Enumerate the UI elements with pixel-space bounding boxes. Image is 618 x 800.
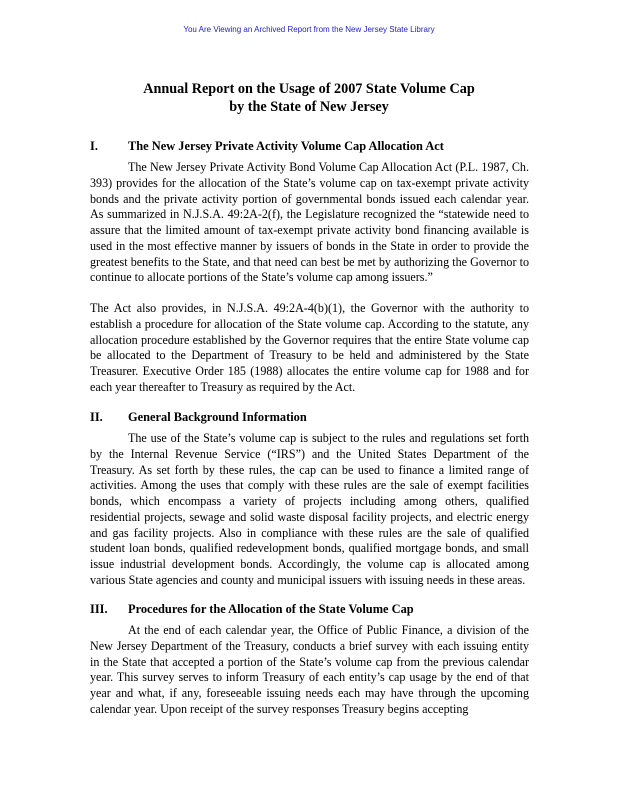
paragraph-text: At the end of each calendar year, the Office of Public Finance, a division of the New Jersey Department of the Treasury, conducts a brief survey with each issuing entity in the State that accepted a portion of the State’s volume cap from the previous calendar year. This survey serves to inform Treasury of each entity’s cap usage by the end of that year and what, if any, foreseeable issuing needs each may have through the upcoming calendar year. Upon receipt of the survey responses Treasury begins accepting [90, 623, 529, 716]
paragraph-text: The Act also provides, in N.J.S.A. 49:2A-4(b)(1), the Governor with the authority to establish a procedure for allocation of the State volume cap. According to the statute, any allocation procedure established by the Governor requires that the entire State volume cap be allocated to the Department of Treasury to be held and administered by the State Treasurer. Executive Order 185 (1988) allocates the entire volume cap for 1988 and for each year thereafter to Treasury as required by the Act. [90, 301, 529, 394]
paragraph-text: The use of the State’s volume cap is subject to the rules and regulations set forth by the Internal Revenue Service (“IRS”) and the United States Department of the Treasury. As set forth by these rules, the cap can be used to finance a limited range of activities. Among the uses that comply with these rules are the sale of exempt facilities bonds, which encompass a variety of projects including among others, qualified residential projects, sewage and solid waste disposal facility projects, and electric energy and gas facility projects. Also in compliance with these rules are the sale of qualified student loan bonds, qualified redevelopment bonds, qualified mortgage bonds, and small issue industrial development bonds. Accordingly, the volume cap is allocated among various State agencies and county and municipal issuers with issuing needs in these areas. [90, 431, 529, 587]
paragraph-text: The New Jersey Private Activity Bond Volume Cap Allocation Act (P.L. 1987, Ch. 393) provides for the allocation of the State’s volume cap on tax-exempt private activity bonds and the private activity portion of governmental bonds issued each calendar year. As summarized in N.J.S.A. 49:2A-2(f), the Legislature recognized the “statewide need to assure that the limited amount of tax-exempt private activity bond financing available is used in the most effective manner by issuers of bonds in the State in order to provide the greatest benefits to the State, and that need can best be met by authorizing the Governor to continue to allocate portions of the State’s volume cap among issuers.” [90, 160, 529, 285]
section-number: III. [90, 602, 108, 616]
report-title [0, 80, 618, 116]
section-number: II. [90, 410, 103, 424]
section-3-heading [90, 602, 414, 617]
section-3-paragraph-1 [90, 623, 529, 718]
report-title-line-1: Annual Report on the Usage of 2007 State Volume Cap [143, 81, 475, 97]
section-title: Procedures for the Allocation of the State Volume Cap [128, 602, 414, 616]
section-1-paragraph-2 [90, 301, 529, 396]
section-number: I. [90, 139, 98, 153]
section-1-heading [90, 139, 444, 154]
report-title-line-2: by the State of New Jersey [229, 99, 389, 115]
section-title: General Background Information [128, 410, 307, 424]
section-2-heading [90, 410, 307, 425]
archive-banner: You Are Viewing an Archived Report from the New Jersey State Library [183, 25, 435, 34]
section-1-paragraph-1 [90, 160, 529, 286]
section-title: The New Jersey Private Activity Volume Cap Allocation Act [128, 139, 444, 153]
section-2-paragraph-1 [90, 431, 529, 589]
